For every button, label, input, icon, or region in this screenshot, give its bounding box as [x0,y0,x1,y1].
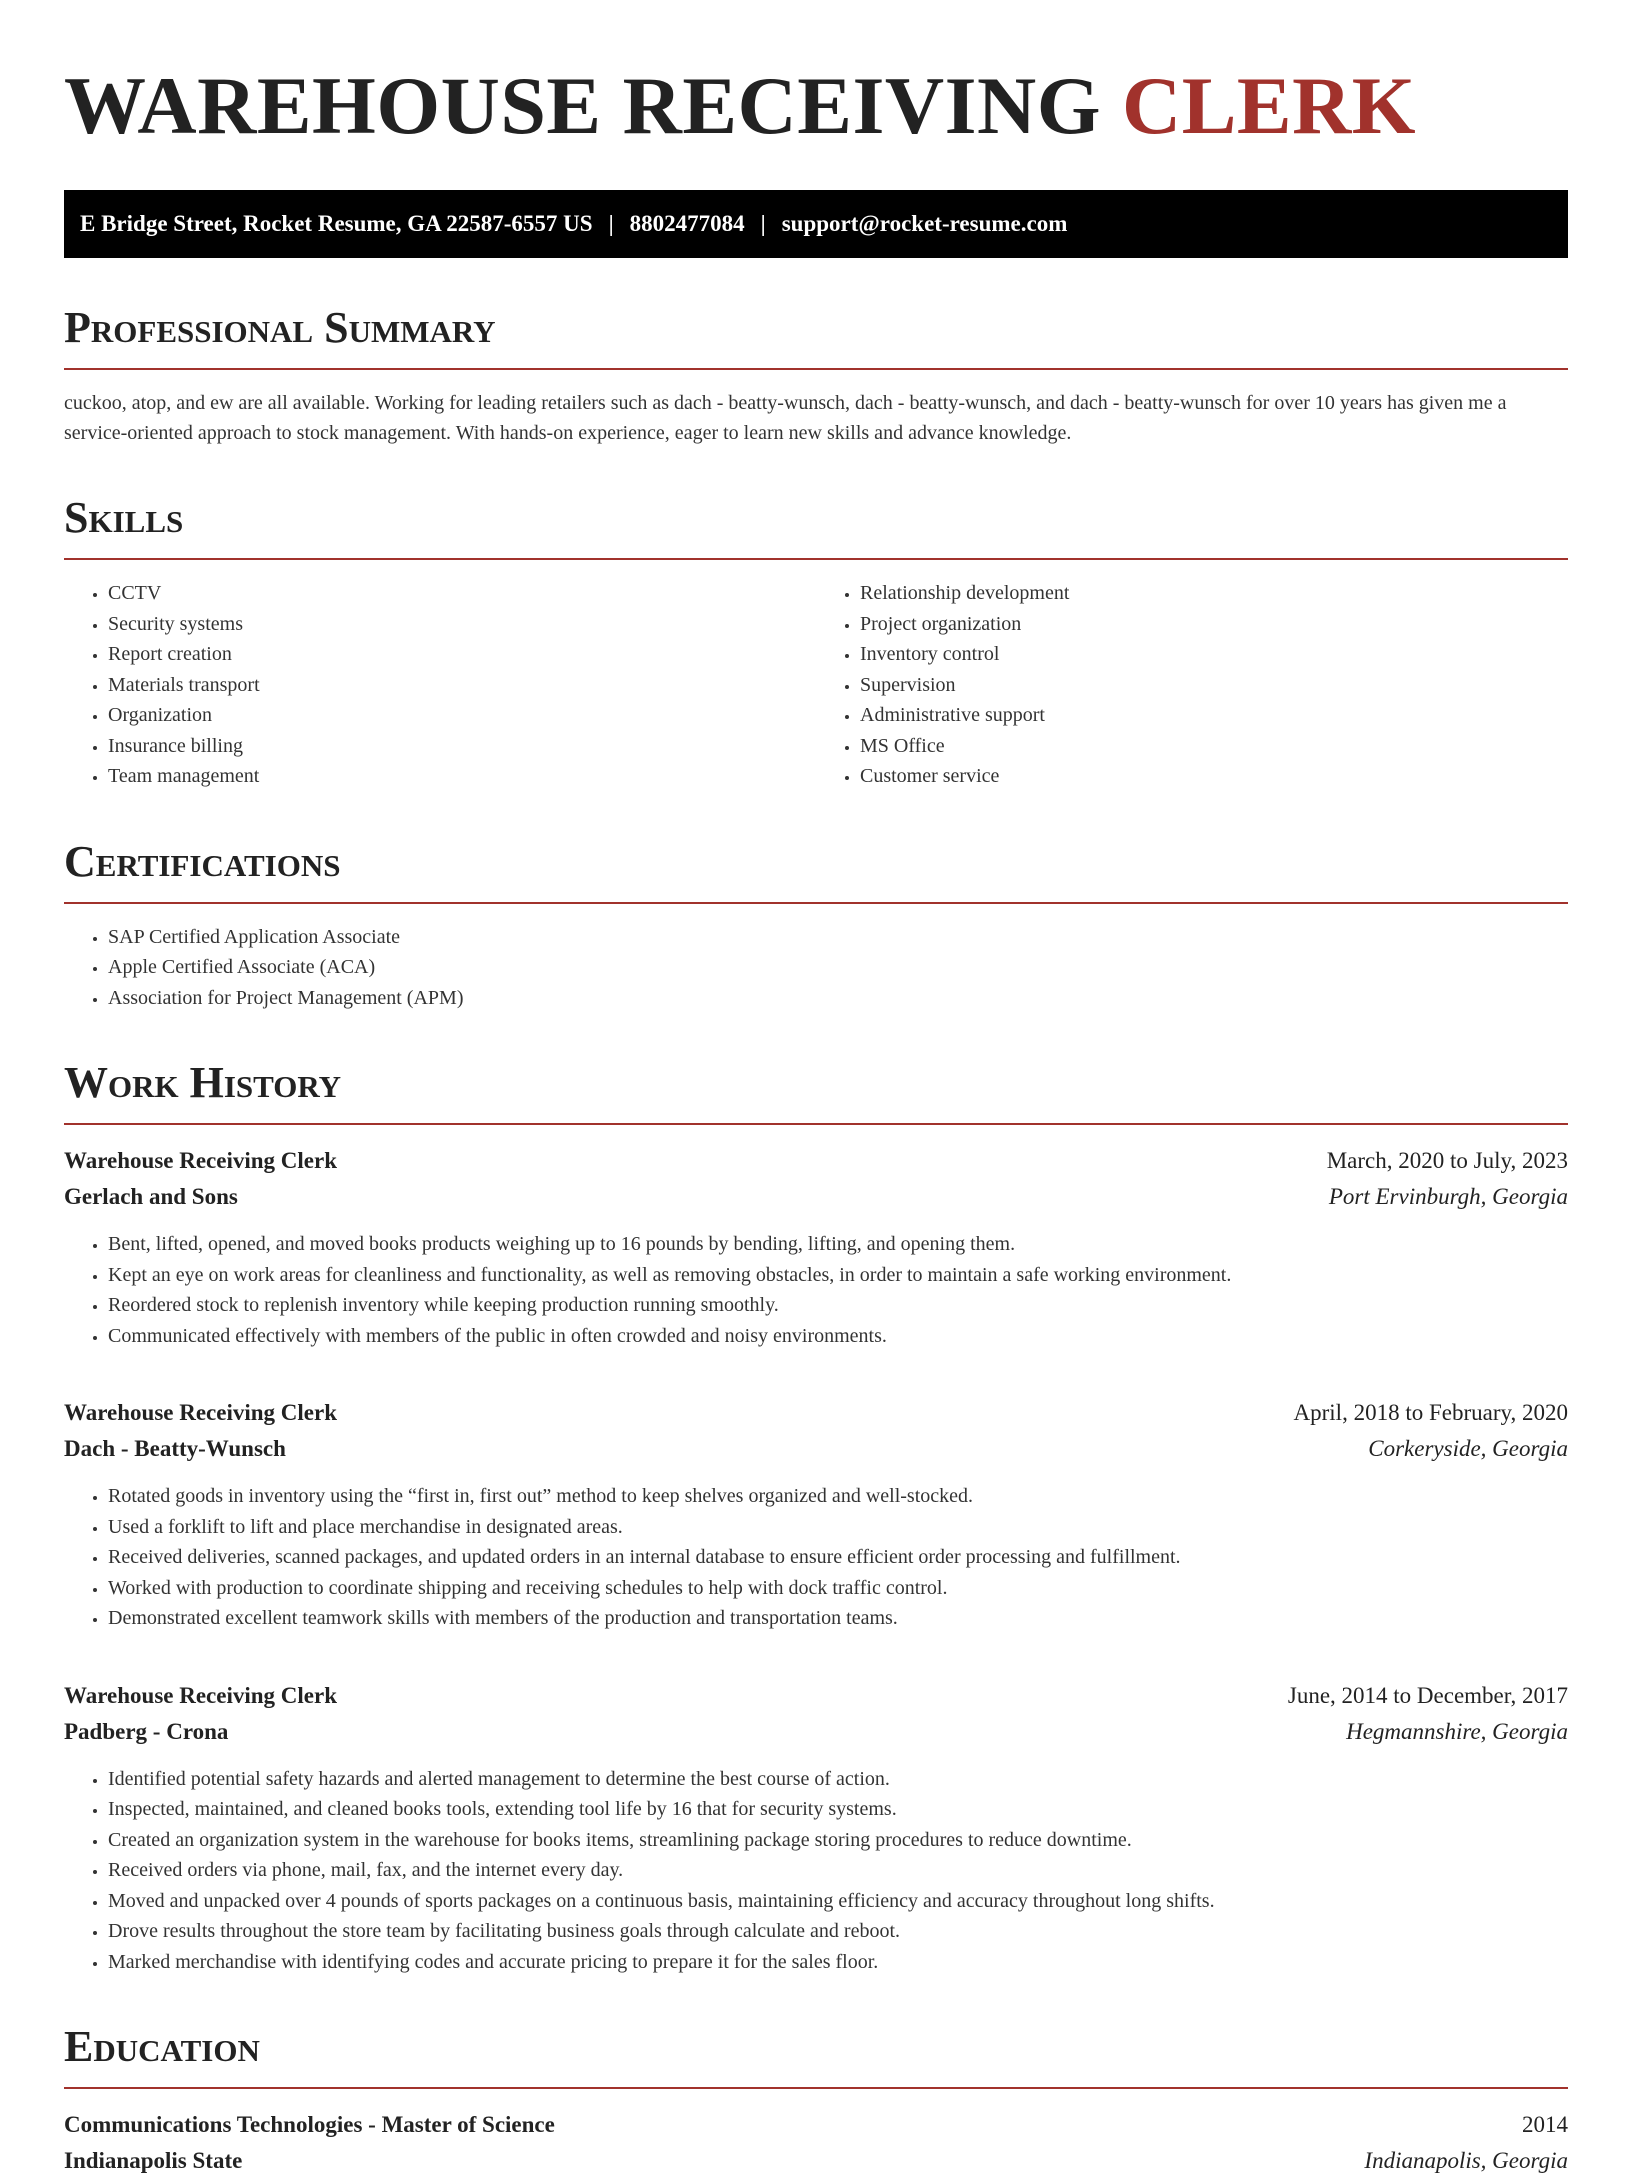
job-location: Hegmannshire, Georgia [1346,1718,1568,1744]
job-bullets [64,1229,1568,1351]
job-company-row [64,1433,1568,1465]
job-bullet: • Created an organization system in the warehouse for books items, streamlining package storing procedures to reduce downtime. [108,1825,1568,1856]
job-title: Warehouse Receiving Clerk [64,1400,337,1425]
job-entry [64,1397,1568,1634]
work-history-section [64,1057,1568,1977]
job-dates: March, 2020 to July, 2023 [1326,1148,1568,1173]
summary-heading: Professional Summary [64,303,496,352]
skill-item: • Supervision [860,670,1568,701]
job-header-row [64,1397,1568,1429]
contact-email[interactable]: support@rocket-resume.com [781,211,1068,236]
resume-title [64,56,1568,156]
section-divider [64,558,1568,560]
job-bullets [64,1764,1568,1978]
education-entry [64,2109,1568,2177]
certifications-heading: Certifications [64,836,341,886]
certifications-list [64,922,1568,1014]
education-heading: Education [64,2022,260,2071]
job-title: Warehouse Receiving Clerk [64,1682,337,1708]
skill-item: • Inventory control [860,639,1568,670]
job-bullet: • Used a forklift to lift and place merchandise in designated areas. [108,1512,1568,1543]
section-divider [64,2087,1568,2089]
contact-separator: | [760,211,766,236]
skills-list-left [64,578,816,792]
title-accent: CLERK [1121,60,1417,151]
education-degree-row [64,2109,1568,2141]
certification-item: • SAP Certified Application Associate [108,922,1568,953]
job-bullet: • Marked merchandise with identifying codes and accurate pricing to prepare it for the sales floor. [108,1947,1568,1978]
job-bullet: • Drove results throughout the store team by facilitating business goals through calculate and reboot. [108,1916,1568,1947]
job-bullets [64,1481,1568,1634]
section-divider [64,368,1568,370]
education-section [64,2021,1568,2177]
job-location: Corkeryside, Georgia [1368,1436,1568,1461]
certification-item: • Apple Certified Associate (ACA) [108,952,1568,983]
skill-item: • Organization [108,700,816,731]
job-bullet: • Demonstrated excellent teamwork skills with members of the production and transportation teams. [108,1603,1568,1634]
job-bullet: • Received deliveries, scanned packages, and updated orders in an internal database to ensure efficient order processing and fulfillment. [108,1542,1568,1573]
job-bullet: • Communicated effectively with members of the public in often crowded and noisy environments. [108,1321,1568,1352]
certifications-section [64,836,1568,1014]
skill-item: • Security systems [108,609,816,640]
skill-item: • Customer service [860,761,1568,792]
skill-item: • Insurance billing [108,731,816,762]
job-dates: April, 2018 to February, 2020 [1293,1400,1568,1425]
job-entry [64,1680,1568,1978]
job-dates: June, 2014 to December, 2017 [1287,1682,1568,1708]
contact-separator: | [608,211,614,236]
job-bullet: • Bent, lifted, opened, and moved books products weighing up to 16 pounds by bending, lifting, and opening them. [108,1229,1568,1260]
job-company-row [64,1181,1568,1213]
education-degree: Communications Technologies - Master of Science [64,2112,555,2137]
skill-item: • Report creation [108,639,816,670]
job-bullet: • Identified potential safety hazards and alerted management to determine the best course of action. [108,1764,1568,1795]
skill-item: • Team management [108,761,816,792]
skill-item: • Project organization [860,609,1568,640]
skill-item: • MS Office [860,731,1568,762]
education-year: 2014 [1522,2112,1568,2137]
certification-item: • Association for Project Management (APM) [108,983,1568,1014]
job-bullet: • Rotated goods in inventory using the “first in, first out” method to keep shelves organized and well-stocked. [108,1481,1568,1512]
job-bullet: • Received orders via phone, mail, fax, and the internet every day. [108,1855,1568,1886]
contact-phone[interactable]: 8802477084 [629,211,745,236]
job-bullet: • Kept an eye on work areas for cleanliness and functionality, as well as removing obstacles, in order to maintain a safe working environment. [108,1260,1568,1291]
job-location: Port Ervinburgh, Georgia [1328,1184,1568,1209]
work-history-heading: Work History [64,1058,342,1107]
title-main: WAREHOUSE RECEIVING [64,60,1101,151]
skill-item: • Relationship development [860,578,1568,609]
summary-text: cuckoo, atop, and ew are all available. Working for leading retailers such as dach - beatty-wunsch, dach - beatty-wunsch, and dach - beatty-wunsch for over 10 years has given me a service-oriented approach to stock management. With hands-on experience, eager to learn new skills and advance knowledge. [64,392,1507,444]
skill-item: • CCTV [108,578,816,609]
job-bullet: • Worked with production to coordinate shipping and receiving schedules to help with dock traffic control. [108,1573,1568,1604]
section-divider [64,1123,1568,1125]
contact-bar [64,190,1568,258]
job-bullet: • Moved and unpacked over 4 pounds of sports packages on a continuous basis, maintaining efficiency and accuracy throughout long shifts. [108,1886,1568,1917]
education-school-row [64,2145,1568,2177]
job-company: Dach - Beatty-Wunsch [64,1436,286,1461]
job-company: Gerlach and Sons [64,1184,238,1209]
job-company-row [64,1716,1568,1748]
skill-item: • Administrative support [860,700,1568,731]
skills-columns [64,578,1568,792]
job-bullet: • Inspected, maintained, and cleaned books tools, extending tool life by 16 that for security systems. [108,1794,1568,1825]
job-company: Padberg - Crona [64,1718,229,1744]
skills-heading: Skills [64,493,184,542]
education-school: Indianapolis State [64,2148,243,2173]
skill-item: • Materials transport [108,670,816,701]
summary-section [64,302,1568,448]
contact-address: E Bridge Street, Rocket Resume, GA 22587-6557 US [80,211,593,236]
education-location: Indianapolis, Georgia [1364,2148,1568,2173]
job-bullet: • Reordered stock to replenish inventory while keeping production running smoothly. [108,1290,1568,1321]
job-header-row [64,1145,1568,1177]
skills-list-right [816,578,1568,792]
job-title: Warehouse Receiving Clerk [64,1148,337,1173]
job-header-row [64,1680,1568,1712]
skills-section [64,492,1568,792]
job-entry [64,1145,1568,1351]
section-divider [64,902,1568,904]
